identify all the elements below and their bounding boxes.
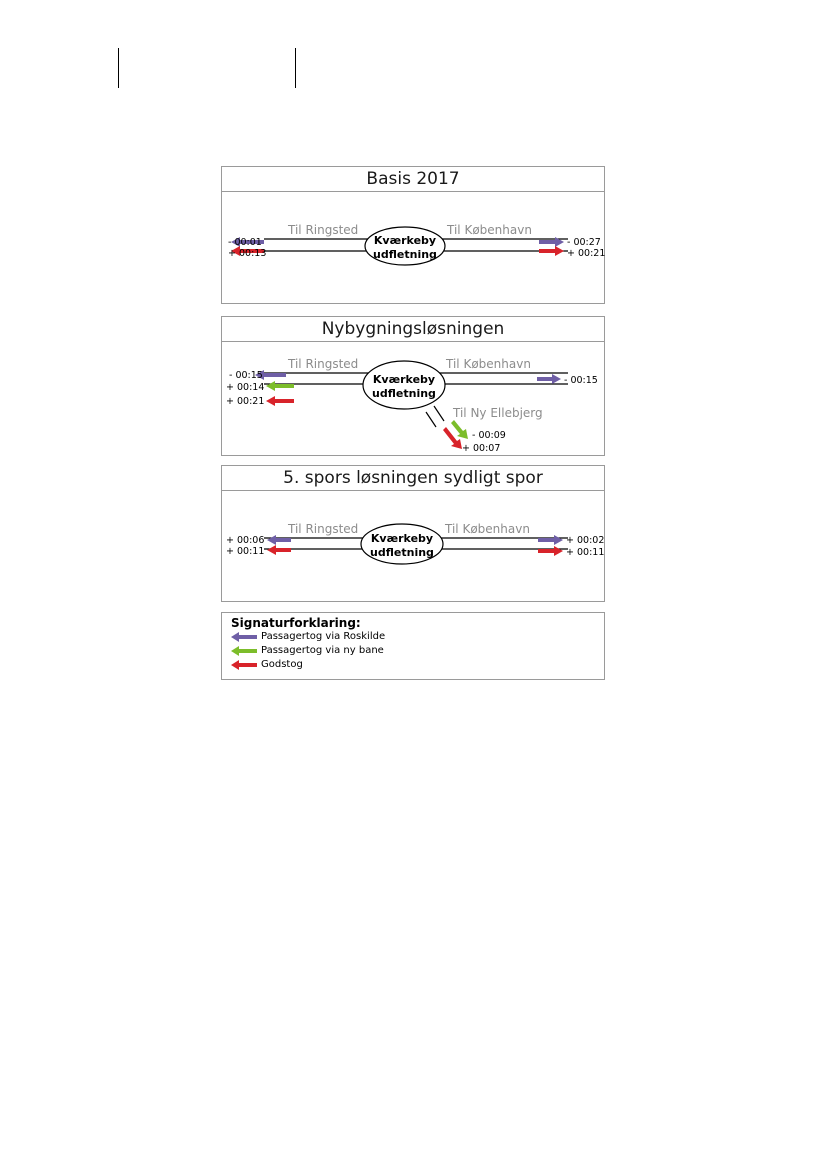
time-right-passenger: - 00:27: [567, 237, 601, 248]
junction-name-line2: udfletning: [370, 546, 434, 559]
time-left-passenger-new: + 00:14: [226, 382, 265, 393]
margin-bar-right: [295, 48, 296, 88]
time-left-freight: + 00:11: [226, 546, 265, 557]
arrow-right-passenger-roskilde: [537, 374, 561, 384]
arrow-left-freight: [267, 545, 291, 555]
arrow-branch-passenger-new: [451, 420, 468, 439]
time-branch-freight: + 00:07: [462, 443, 501, 454]
junction-name-line2: udfletning: [372, 387, 436, 400]
margin-bar-left: [118, 48, 119, 88]
arrow-right-freight: [538, 546, 563, 556]
junction-name-line1: Kværkeby: [373, 234, 437, 247]
panel-title: 5. spors løsningen sydligt spor: [222, 466, 604, 491]
time-right-freight: + 00:11: [566, 547, 605, 558]
legend-label: Godstog: [261, 659, 303, 670]
time-right-passenger: + 00:02: [566, 535, 605, 546]
legend-arrow-icon: [231, 646, 257, 656]
legend-arrow-icon: [231, 632, 257, 642]
label-til-ringsted: Til Ringsted: [288, 522, 359, 536]
panel-5-spors-losningen: [221, 465, 605, 602]
time-right-freight: + 00:21: [567, 248, 606, 259]
time-left-passenger-roskilde: - 00:15: [229, 370, 263, 381]
time-left-passenger: + 00:06: [226, 535, 265, 546]
label-til-ringsted: Til Ringsted: [288, 223, 359, 237]
legend: [221, 612, 605, 680]
panel-title: Basis 2017: [222, 167, 604, 192]
label-til-ny-ellebjerg: Til Ny Ellebjerg: [453, 406, 543, 420]
legend-arrow-icon: [231, 660, 257, 670]
junction-diagram: [222, 466, 606, 603]
label-til-kobenhavn: Til København: [447, 223, 532, 237]
arrow-left-passenger-roskilde: [267, 535, 291, 545]
time-branch-passenger-new: - 00:09: [472, 430, 506, 441]
panel-title: Nybygningsløsningen: [222, 317, 604, 342]
label-til-kobenhavn: Til København: [445, 522, 530, 536]
junction-diagram: [222, 317, 606, 457]
label-til-ringsted: Til Ringsted: [288, 357, 359, 371]
arrow-right-freight: [539, 246, 564, 256]
time-left-freight: + 00:13: [228, 248, 267, 259]
time-left-passenger: - 00:01: [228, 237, 262, 248]
arrow-right-passenger-roskilde: [538, 535, 563, 545]
junction-name-line1: Kværkeby: [372, 373, 436, 386]
branch-track-2: [426, 412, 436, 427]
junction-name-line1: Kværkeby: [370, 532, 434, 545]
legend-title: Signaturforklaring:: [231, 616, 361, 630]
legend-label: Passagertog via Roskilde: [261, 631, 386, 642]
label-til-kobenhavn: Til København: [446, 357, 531, 371]
branch-track-1: [434, 406, 444, 421]
junction-name-line2: udfletning: [373, 248, 437, 261]
panel-nybygningslosningen: [221, 316, 605, 456]
time-left-freight: + 00:21: [226, 396, 265, 407]
legend-label: Passagertog via ny bane: [261, 645, 384, 656]
arrow-left-passenger-new: [266, 381, 294, 391]
arrow-left-freight: [266, 396, 294, 406]
time-right-passenger: - 00:15: [564, 375, 598, 386]
junction-diagram: [222, 167, 606, 305]
panel-basis-2017: [221, 166, 605, 304]
